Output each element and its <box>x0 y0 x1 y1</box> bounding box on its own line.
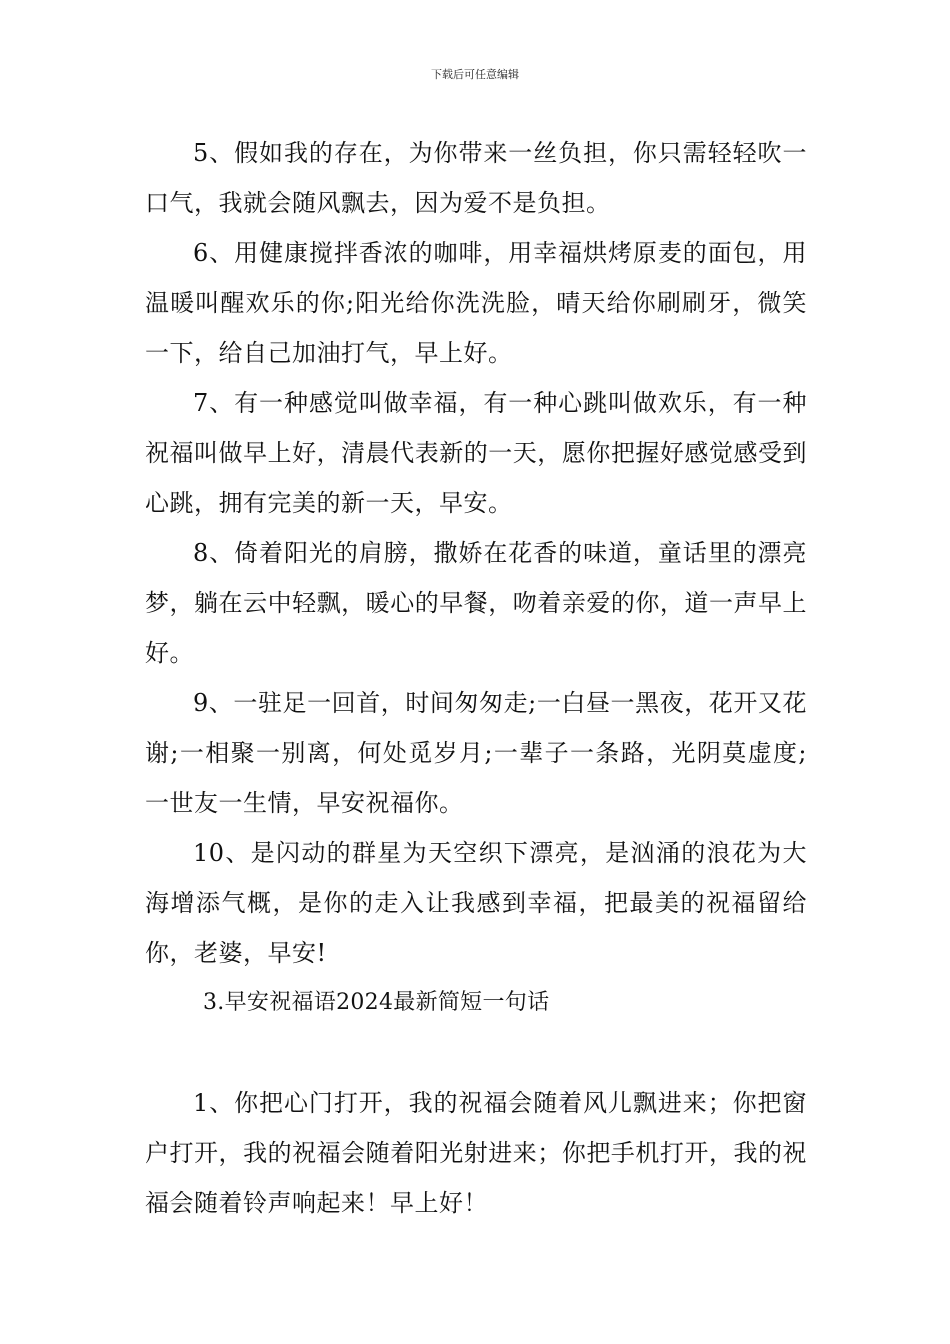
paragraph-5: 5、假如我的存在，为你带来一丝负担，你只需轻轻吹一口气，我就会随风飘去，因为爱不是负担。 <box>145 139 807 217</box>
paragraph-10: 10、是闪动的群星为天空织下漂亮，是汹涌的浪花为大海增添气概，是你的走入让我感到幸福，把最美的祝福留给你，老婆，早安! <box>145 839 807 967</box>
paragraph-7: 7、有一种感觉叫做幸福，有一种心跳叫做欢乐，有一种祝福叫做早上好，清晨代表新的一天，愿你把握好感觉感受到心跳，拥有完美的新一天，早安。 <box>145 389 807 517</box>
header-note: 下载后可任意编辑 <box>431 68 519 81</box>
paragraph-9: 9、一驻足一回首，时间匆匆走;一白昼一黑夜，花开又花谢;一相聚一别离，何处觅岁月;一辈子一条路，光阴莫虚度;一世友一生情，早安祝福你。 <box>145 689 807 817</box>
section-heading: 3.早安祝福语2024最新简短一句话 <box>203 990 550 1015</box>
section-spacer <box>145 1028 807 1078</box>
paragraph-6: 6、用健康搅拌香浓的咖啡，用幸福烘烤原麦的面包，用温暖叫醒欢乐的你;阳光给你洗洗脸，晴天给你刷刷牙，微笑一下，给自己加油打气，早上好。 <box>145 239 807 367</box>
paragraph-8: 8、倚着阳光的肩膀，撒娇在花香的味道，童话里的漂亮梦，躺在云中轻飘，暖心的早餐，吻着亲爱的你，道一声早上好。 <box>145 539 807 667</box>
paragraph-1: 1、你把心门打开，我的祝福会随着风儿飘进来；你把窗户打开，我的祝福会随着阳光射进来；你把手机打开，我的祝福会随着铃声响起来！早上好！ <box>145 1089 807 1217</box>
document-body <box>145 128 807 1228</box>
